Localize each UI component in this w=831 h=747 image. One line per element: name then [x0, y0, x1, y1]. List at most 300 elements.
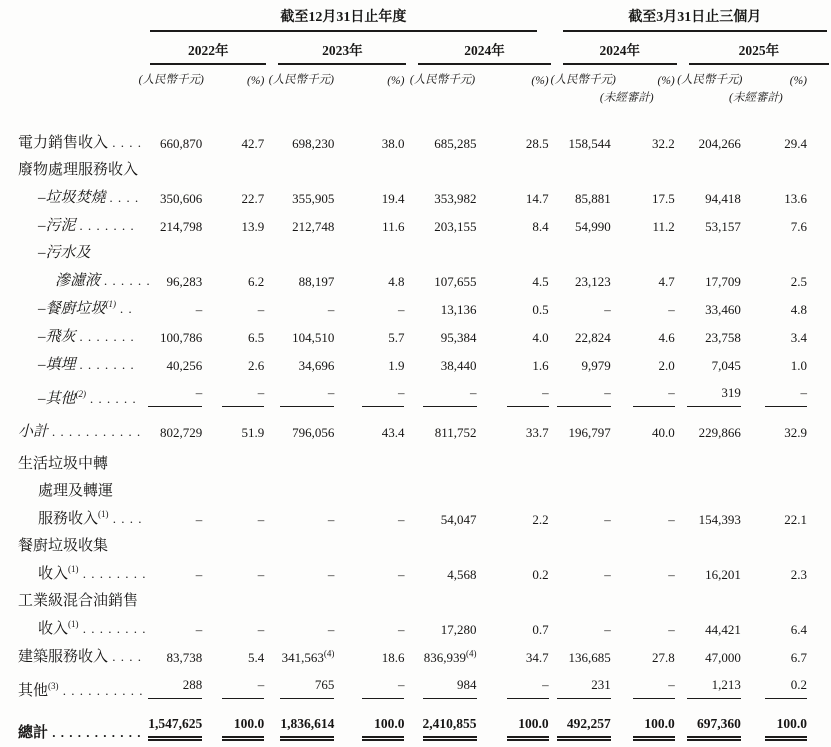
row-label-text: 收入: [38, 621, 69, 637]
percent-cell: [336, 295, 406, 323]
cell-value: 38.0: [381, 136, 405, 151]
cell-value: –: [327, 622, 335, 637]
cell-value: 13,136: [440, 302, 477, 317]
percent-cell: [479, 351, 551, 379]
year-label: 2025年: [689, 32, 829, 65]
cell-value: 1.9: [388, 358, 405, 373]
cell-value: 4.8: [388, 274, 405, 289]
percent-cell: [336, 267, 406, 295]
cell-value: 85,881: [574, 191, 611, 206]
cell-value: 14.7: [525, 191, 549, 206]
percent-cell: [204, 184, 266, 212]
row-label: [8, 533, 138, 560]
table-row: [8, 533, 809, 560]
amount-cell: [138, 351, 204, 379]
row-label: [8, 643, 143, 671]
table-row: [8, 379, 809, 413]
cell-value: 154,393: [698, 512, 741, 527]
cell-value: 11.2: [652, 219, 675, 234]
cell-value: –: [668, 512, 675, 527]
year-header: [266, 32, 406, 65]
year-row-blank: [8, 32, 138, 65]
percent-cell: [204, 323, 266, 351]
percent-cell: [479, 323, 551, 351]
percent-cell: [479, 129, 551, 157]
amount-cell: [406, 413, 478, 446]
cell-value: –: [668, 302, 675, 317]
percent-cell: [613, 671, 677, 705]
cell-value: 33,460: [705, 302, 741, 317]
cell-value: 203,155: [434, 219, 477, 234]
cell-value: 136,685: [568, 650, 611, 665]
amount-cell: [551, 129, 613, 157]
table-row: [8, 129, 809, 157]
row-label: [8, 157, 138, 184]
empty-cells: [138, 157, 809, 184]
amount-cell: [551, 295, 613, 323]
cell-value: 42.7: [241, 136, 265, 151]
year-label: 2024年: [563, 32, 677, 65]
cell-value: 34.7: [525, 650, 549, 665]
leader-dots: . . . . . . . .: [78, 621, 147, 636]
cell-value: 47,000: [705, 650, 741, 665]
row-label: [8, 588, 138, 615]
percent-cell: [336, 671, 406, 705]
percent-cell: [743, 505, 809, 533]
row-label-text: 其他: [18, 683, 49, 699]
cell-value: –: [195, 567, 203, 582]
unit-percent-label: (%): [387, 75, 405, 87]
units-header-row: [8, 65, 809, 87]
amount-cell: [677, 413, 743, 446]
cell-value: 100.0: [507, 716, 549, 741]
percent-cell: [336, 560, 406, 588]
amount-cell: [677, 671, 743, 705]
empty-cells: [138, 446, 809, 478]
amount-cell: [266, 323, 336, 351]
amount-cell: [138, 379, 204, 413]
unit-amount-label: (人民幣千元): [550, 74, 616, 86]
amount-cell: [677, 643, 743, 671]
cell-value: 698,230: [292, 136, 335, 151]
amount-cell: [138, 212, 204, 240]
row-label-text: –污水及: [38, 245, 91, 261]
leader-dots: . . . .: [105, 190, 140, 205]
row-label-text: 建築服務收入: [18, 649, 109, 665]
unit-percent-label: (%): [531, 75, 549, 87]
percent-cell: [479, 705, 551, 747]
cell-value: 100.0: [633, 716, 675, 741]
cell-value: –: [327, 512, 335, 527]
percent-cell: [204, 560, 266, 588]
amount-cell: [138, 184, 204, 212]
cell-value: 53,157: [705, 219, 741, 234]
percent-cell: [336, 129, 406, 157]
cell-value: 353,982: [434, 191, 477, 206]
cell-value: 6.2: [248, 274, 265, 289]
percent-cell: [613, 212, 677, 240]
cell-value: 8.4: [532, 219, 549, 234]
amount-cell: [406, 643, 478, 671]
row-label-text: 收入: [38, 566, 69, 582]
unit-percent-label: (%): [247, 75, 265, 87]
cell-value: 7,045: [711, 358, 741, 373]
row-label: [8, 184, 138, 212]
row-label: [8, 505, 143, 533]
row-label-text: 滲濾液: [55, 273, 101, 289]
percent-cell: [204, 413, 266, 446]
amount-cell: [266, 671, 336, 705]
percent-cell: [204, 643, 266, 671]
percent-cell: [336, 323, 406, 351]
amount-cell: [406, 351, 478, 379]
leader-dots: . . . . . . . .: [78, 566, 147, 581]
cell-value: 17,280: [440, 622, 477, 637]
percent-cell: [613, 184, 677, 212]
row-label: [8, 295, 138, 323]
footnote-marker: (1): [68, 619, 79, 629]
period-header-row: [8, 6, 809, 32]
percent-cell: [336, 413, 406, 446]
cell-value: –: [195, 302, 203, 317]
table-row: [8, 323, 809, 351]
cell-value: 4.7: [658, 274, 675, 289]
amount-cell: [551, 560, 613, 588]
footnote-marker: (3): [48, 681, 59, 691]
empty-cells: [138, 533, 809, 560]
leader-dots: . . . .: [108, 649, 143, 664]
cell-value: 107,655: [434, 274, 477, 289]
table-row: [8, 671, 809, 705]
cell-value: 212,748: [292, 219, 335, 234]
table-row: [8, 267, 809, 295]
cell-value: 288: [148, 677, 202, 699]
year-label: 2024年: [418, 32, 550, 65]
period-group-annual-title: 截至12月31日止年度: [150, 6, 536, 32]
percent-cell: [613, 413, 677, 446]
amount-cell: [677, 379, 743, 413]
amount-cell: [677, 615, 743, 643]
row-label-text: –飛灰: [38, 329, 76, 345]
cell-value: –: [257, 622, 265, 637]
empty-cells: [138, 240, 809, 267]
leader-dots: . . . . . .: [100, 273, 152, 288]
amount-cell: [406, 184, 478, 212]
percent-cell: [336, 212, 406, 240]
row-label: [8, 379, 138, 413]
table-row: [8, 351, 809, 379]
table-row: [8, 157, 809, 184]
amount-cell: [138, 413, 204, 446]
year-header: [551, 32, 677, 65]
table-row: [8, 560, 809, 588]
empty-cells: [138, 478, 809, 505]
amount-cell: [266, 212, 336, 240]
row-label: [8, 615, 147, 643]
amount-cell: [406, 379, 478, 413]
footnote-marker: (4): [466, 648, 477, 659]
cell-value: 4.5: [532, 274, 549, 289]
cell-value: –: [633, 677, 675, 699]
amount-cell: [677, 323, 743, 351]
cell-value: –: [557, 385, 611, 407]
unit-amount-label: (人民幣千元): [268, 74, 334, 86]
cell-value: –: [668, 567, 675, 582]
row-label-text: –餐廚垃圾: [38, 301, 106, 317]
amount-cell: [266, 295, 336, 323]
percent-cell: [336, 184, 406, 212]
cell-value: 95,384: [440, 330, 477, 345]
percent-cell: [743, 351, 809, 379]
cell-value: 100.0: [765, 716, 807, 741]
cell-value: –: [327, 567, 335, 582]
percent-cell: [204, 705, 266, 747]
cell-value: 355,905: [292, 191, 335, 206]
cell-value: 17.5: [652, 191, 675, 206]
unit-amount-label: (人民幣千元): [409, 74, 476, 86]
percent-cell: [743, 295, 809, 323]
unaudited-blank: [138, 87, 266, 129]
unaudited-note: (未經審計): [599, 92, 654, 104]
row-label-text: –填埋: [38, 357, 76, 373]
leader-dots: . . . .: [108, 135, 143, 150]
row-label: [8, 705, 142, 747]
cell-value: 13.6: [784, 191, 807, 206]
cell-value: 6.4: [790, 622, 807, 637]
period-group-quarter-title: 截至3月31日止三個月: [563, 6, 827, 32]
row-label-text: 電力銷售收入: [18, 135, 109, 151]
cell-value: 17,709: [705, 274, 741, 289]
cell-value: 231: [557, 677, 611, 699]
row-label: [8, 240, 138, 267]
percent-cell: [613, 705, 677, 747]
percent-cell: [613, 560, 677, 588]
percent-cell: [336, 705, 406, 747]
cell-value: –: [148, 385, 202, 407]
leader-dots: . . . . . . .: [75, 329, 136, 344]
year-header: [677, 32, 809, 65]
percent-cell: [204, 379, 266, 413]
table-row: [8, 478, 809, 505]
cell-value: –: [327, 302, 335, 317]
cell-value: –: [507, 677, 549, 699]
cell-value: 2.2: [532, 512, 549, 527]
percent-cell: [743, 413, 809, 446]
row-label: [8, 413, 142, 446]
percent-cell: [743, 560, 809, 588]
cell-value: 836,939$^{(4)}$: [423, 648, 477, 665]
percent-cell: [743, 671, 809, 705]
percent-cell: [613, 351, 677, 379]
cell-value: 6.7: [790, 650, 807, 665]
row-label-text: –其他: [38, 391, 76, 407]
percent-cell: [743, 267, 809, 295]
amount-cell: [138, 505, 204, 533]
period-group-quarter: [551, 6, 809, 32]
cell-value: –: [423, 385, 477, 407]
amount-cell: [406, 295, 478, 323]
cell-value: 811,752: [434, 425, 477, 440]
amount-cell: [677, 351, 743, 379]
cell-value: 100.0: [222, 716, 264, 741]
percent-cell: [743, 379, 809, 413]
cell-value: 0.7: [532, 622, 549, 637]
percent-cell: [743, 705, 809, 747]
cell-value: 38,440: [440, 358, 477, 373]
cell-value: 29.4: [784, 136, 807, 151]
row-label-text: 廢物處理服務收入: [18, 162, 139, 178]
amount-cell: [551, 615, 613, 643]
cell-value: 33.7: [525, 425, 549, 440]
amount-cell: [406, 212, 478, 240]
cell-value: 5.7: [388, 330, 405, 345]
amount-cell: [266, 705, 336, 747]
percent-cell: [479, 379, 551, 413]
year-header: [406, 32, 550, 65]
cell-value: 32.9: [784, 425, 807, 440]
cell-value: 697,360: [687, 716, 741, 741]
cell-value: 0.5: [532, 302, 549, 317]
unaudited-header-row: [8, 87, 809, 129]
unaudited-row-blank: [8, 87, 138, 129]
amount-cell: [266, 413, 336, 446]
cell-value: 229,866: [698, 425, 741, 440]
row-label: [8, 129, 143, 157]
table-row: [8, 615, 809, 643]
percent-cell: [479, 505, 551, 533]
percent-cell: [743, 615, 809, 643]
amount-cell: [406, 505, 478, 533]
cell-value: –: [604, 512, 611, 527]
cell-value: –: [257, 567, 265, 582]
percent-cell: [479, 212, 551, 240]
row-label-text: 小計: [18, 424, 49, 440]
amount-cell: [406, 705, 478, 747]
cell-value: –: [362, 677, 404, 699]
cell-value: –: [397, 622, 405, 637]
empty-cells: [138, 588, 809, 615]
amount-cell: [266, 615, 336, 643]
amount-cell: [266, 560, 336, 588]
leader-dots: . . . . . . . . . . .: [48, 424, 142, 439]
percent-cell: [336, 379, 406, 413]
percent-cell: [479, 267, 551, 295]
cell-value: –: [195, 512, 203, 527]
cell-value: 22,824: [574, 330, 611, 345]
amount-cell: [138, 671, 204, 705]
percent-cell: [204, 267, 266, 295]
amount-cell: [406, 129, 478, 157]
percent-cell: [204, 615, 266, 643]
table-row: [8, 446, 809, 478]
table-row: [8, 295, 809, 323]
leader-dots: . . . . . . . . . . .: [48, 725, 142, 740]
cell-value: –: [222, 385, 264, 407]
cell-value: 32.2: [652, 136, 675, 151]
amount-cell: [677, 505, 743, 533]
cell-value: 19.4: [381, 191, 405, 206]
row-label: [8, 267, 152, 295]
cell-value: 54,047: [440, 512, 477, 527]
amount-cell: [138, 129, 204, 157]
cell-value: 100.0: [362, 716, 404, 741]
cell-value: 0.2: [765, 677, 807, 699]
percent-cell: [743, 643, 809, 671]
percent-cell: [479, 671, 551, 705]
unit-amount-label: (人民幣千元): [677, 74, 743, 86]
leader-dots: . . . . . . .: [75, 357, 136, 372]
cell-value: –: [195, 622, 203, 637]
amount-cell: [677, 295, 743, 323]
amount-cell: [677, 212, 743, 240]
cell-value: 0.2: [532, 567, 549, 582]
percent-cell: [479, 615, 551, 643]
cell-value: 5.4: [248, 650, 265, 665]
cell-value: 350,606: [159, 191, 203, 206]
units-row-blank: [8, 65, 138, 87]
table-row: [8, 588, 809, 615]
year-header-row: [8, 32, 809, 65]
amount-cell: [551, 505, 613, 533]
percent-cell: [336, 615, 406, 643]
cell-value: 2.0: [658, 358, 675, 373]
cell-value: 83,738: [166, 650, 203, 665]
cell-value: 158,544: [568, 136, 611, 151]
amount-cell: [406, 560, 478, 588]
amount-cell: [406, 615, 478, 643]
percent-cell: [204, 351, 266, 379]
cell-value: 4.0: [532, 330, 549, 345]
cell-value: 204,266: [698, 136, 741, 151]
unaudited-note: (未經審計): [729, 92, 783, 104]
cell-value: 196,797: [568, 425, 611, 440]
amount-cell: [138, 615, 204, 643]
cell-value: 2.3: [790, 567, 807, 582]
footnote-marker: (4): [323, 648, 335, 659]
amount-cell: [551, 323, 613, 351]
amount-cell: [138, 643, 204, 671]
percent-cell: [613, 379, 677, 413]
amount-cell: [551, 267, 613, 295]
amount-cell: [266, 129, 336, 157]
revenue-breakdown-table: [8, 6, 809, 747]
row-label: [8, 323, 138, 351]
percent-cell: [336, 643, 406, 671]
cell-value: 23,758: [705, 330, 741, 345]
footnote-marker: (1): [105, 299, 117, 309]
cell-value: 660,870: [159, 136, 203, 151]
cell-value: 2,410,855: [423, 716, 477, 741]
row-label: [8, 560, 147, 588]
amount-cell: [266, 505, 336, 533]
cell-value: 4.6: [658, 330, 675, 345]
cell-value: –: [604, 622, 611, 637]
percent-cell: [204, 295, 266, 323]
percent-cell: [613, 615, 677, 643]
cell-value: 16,201: [705, 567, 741, 582]
cell-value: –: [397, 302, 405, 317]
amount-cell: [138, 705, 204, 747]
leader-dots: . . . . . . .: [75, 218, 136, 233]
row-label: [8, 446, 138, 478]
amount-cell: [266, 351, 336, 379]
period-group-annual: [138, 6, 550, 32]
percent-cell: [613, 505, 677, 533]
year-header: [138, 32, 266, 65]
amount-cell: [406, 323, 478, 351]
cell-value: –: [668, 622, 675, 637]
cell-value: –: [604, 567, 611, 582]
